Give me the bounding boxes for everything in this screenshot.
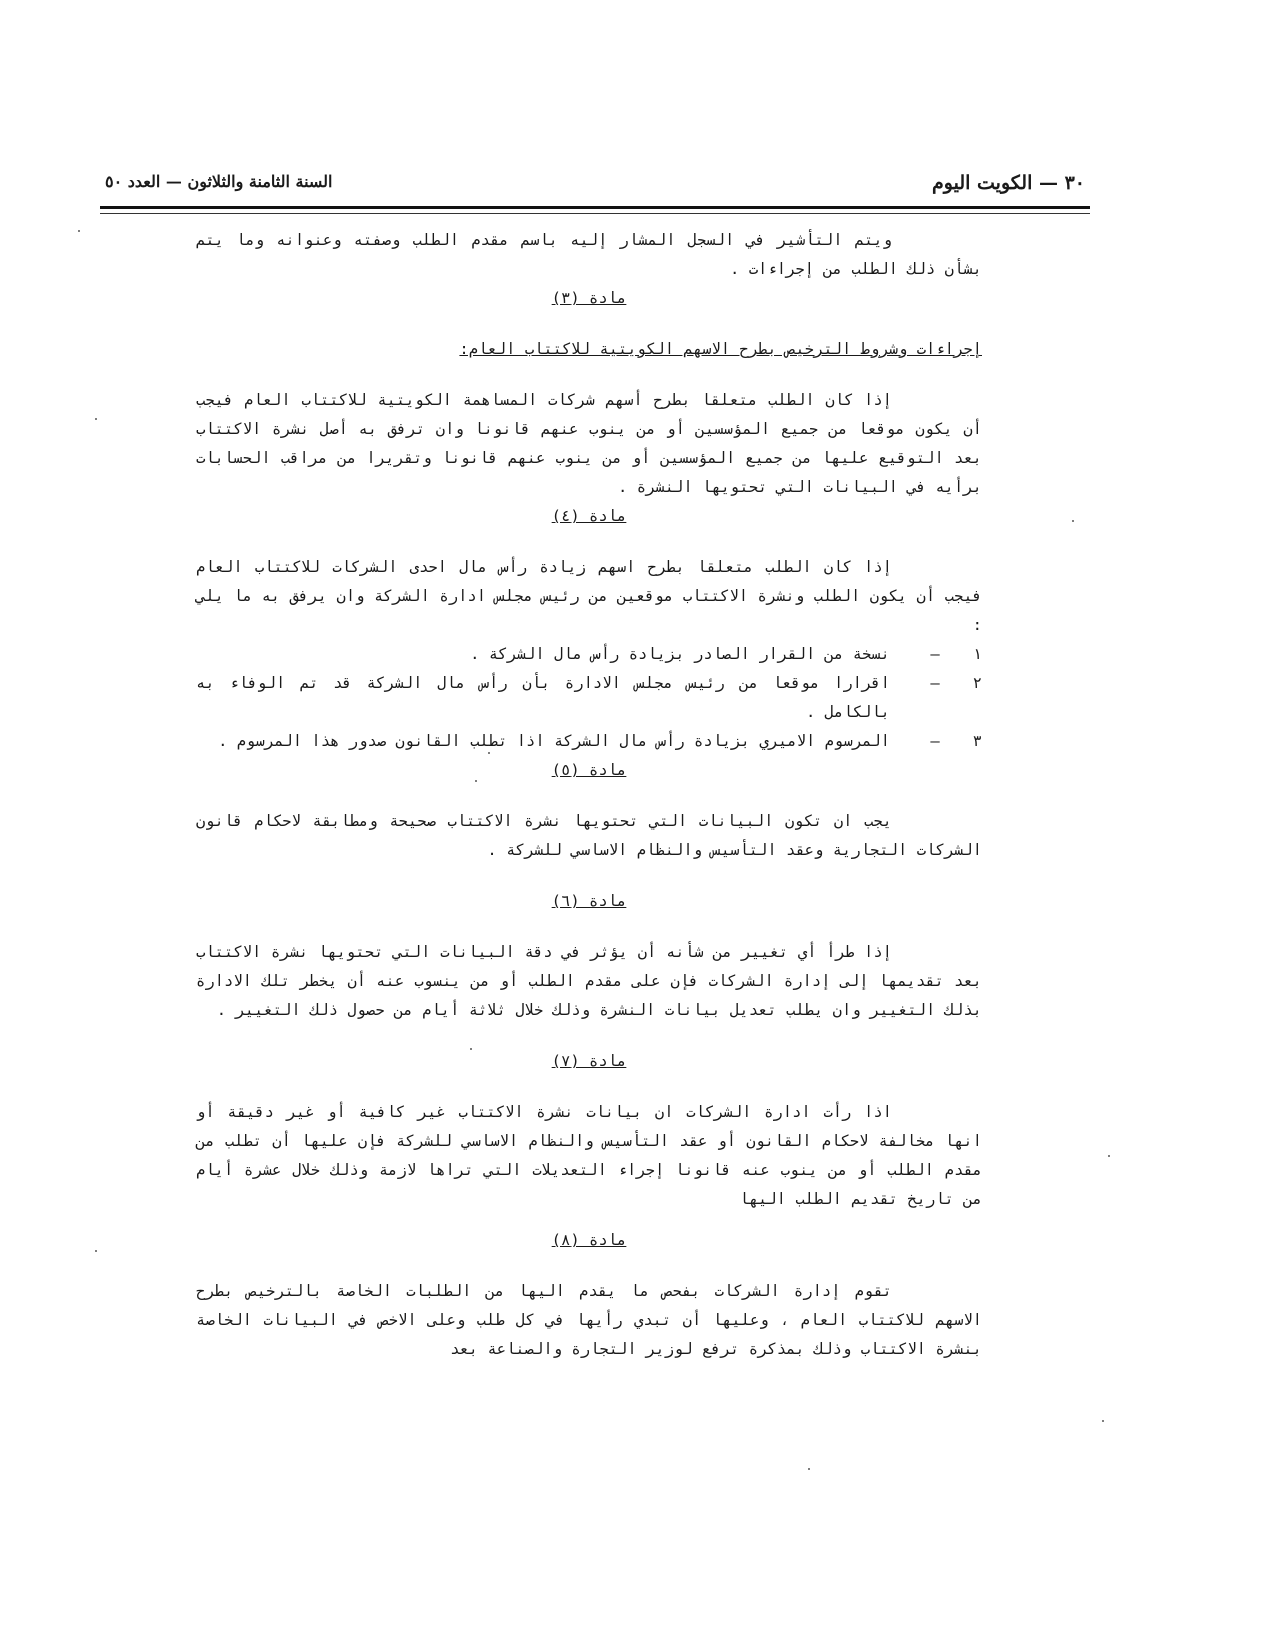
page-header — [105, 172, 1085, 204]
list-item-text: اقرارا موقعا من رئيس مجلس الادارة بأن رأس مال الشركة قد تم الوفاء به بالكامل . — [196, 674, 890, 721]
list-item-number: ٣ — [972, 732, 982, 750]
article-4-paragraph: إذا كان الطلب متعلقا بطرح اسهم زيادة رأس مال احدى الشركات للاكتتاب العام فيجب أن يكون الطلب ونشرة الاكتتاب موقعين من رئيس مجلس ادارة الشركة وان يرفق به ما يلي : — [196, 558, 982, 634]
document-body — [196, 226, 982, 1364]
list-item-number: ١ — [972, 645, 982, 663]
scan-speck — [1108, 1155, 1110, 1157]
scan-speck — [1072, 520, 1074, 522]
scan-speck — [470, 1048, 472, 1050]
article-6-paragraph: إذا طرأ أي تغيير من شأنه أن يؤثر في دقة البيانات التي تحتويها نشرة الاكتتاب بعد تقديمها إلى إدارة الشركات فإن على مقدم الطلب أو من ينسوب عنه أن يخطر تلك الادارة بذلك التغيير وان يطلب تعديل بيانات النشرة وذلك خلال ثلاثة أيام من حصول ذلك التغيير . — [196, 943, 982, 1019]
article-3-paragraph: إذا كان الطلب متعلقا بطرح أسهم شركات المساهمة الكويتية للاكتتاب العام فيجب أن يكون موقعا من جميع المؤسسين أو من ينوب عنهم قانونا وان ترفق به أصل نشرة الاكتتاب بعد التوقيع عليها من جميع المؤسسين أو من ينوب عنهم قانونا وتقريرا من مراقب الحسابات برأيه في البيانات التي تحتويها النشرة . — [196, 391, 982, 496]
header-rule-thin — [100, 213, 1090, 214]
list-item-dash: — — [930, 674, 940, 692]
article-7-heading: مادة (٧) — [551, 1052, 627, 1070]
article-8-heading: مادة (٨) — [551, 1231, 627, 1249]
list-item-text: المرسوم الاميري بزيادة رأس مال الشركة اذا تطلب القانون صدور هذا المرسوم . — [218, 732, 890, 750]
article-5-paragraph: يجب ان تكون البيانات التي تحتويها نشرة الاكتتاب صحيحة ومطابقة لاحكام قانون الشركات التجارية وعقد التأسيس والنظام الاساسي للشركة . — [196, 812, 982, 859]
list-item-dash: — — [930, 645, 940, 663]
article-6-heading: مادة (٦) — [551, 892, 627, 910]
list-item — [196, 727, 982, 756]
list-item — [196, 669, 982, 727]
article-4-heading: مادة (٤) — [551, 507, 627, 525]
issue-info: السنة الثامنة والثلاثون — العدد ٥٠ — [105, 172, 333, 191]
scan-speck — [95, 418, 97, 420]
intro-paragraph: ويتم التأشير في السجل المشار إليه باسم مقدم الطلب وصفته وعنوانه وما يتم بشأن ذلك الطلب من إجراءات . — [196, 231, 982, 278]
article-7-paragraph: اذا رأت ادارة الشركات ان بيانات نشرة الاكتتاب غير كافية أو غير دقيقة أو انها مخالفة لاحكام القانون أو عقد التأسيس والنظام الاساسي للشركة فإن عليها أن تطلب من مقدم الطلب أو من ينوب عنه قانونا إجراء التعديلات التي تراها لازمة وذلك خلال عشرة أيام من تاريخ تقديم الطلب اليها — [196, 1103, 982, 1208]
scan-speck — [1102, 1420, 1104, 1422]
article-8-paragraph: تقوم إدارة الشركات بفحص ما يقدم اليها من الطلبات الخاصة بالترخيص بطرح الاسهم للاكتتاب العام ، وعليها أن تبدي رأيها في كل طلب وعلى الاخص في البيانات الخاصة بنشرة الاكتتاب وذلك بمذكرة ترفع لوزير التجارة والصناعة بعد — [196, 1282, 982, 1358]
article-3-heading: مادة (٣) — [551, 289, 627, 307]
scan-speck — [808, 1468, 810, 1470]
scan-speck — [95, 1250, 97, 1252]
article-5-heading: مادة (٥) — [551, 761, 627, 779]
list-item — [196, 640, 982, 669]
scan-speck — [488, 752, 490, 754]
header-rule-thick — [100, 206, 1090, 209]
list-item-number: ٢ — [972, 674, 982, 692]
list-item-dash: — — [930, 732, 940, 750]
list-item-text: نسخة من القرار الصادر بزيادة رأس مال الشركة . — [470, 645, 890, 663]
article-3-title: إجراءات وشروط الترخيص بطرح الاسهم الكويتية للاكتتاب العام: — [459, 340, 982, 358]
scan-speck — [475, 780, 477, 782]
scan-speck — [78, 230, 80, 232]
page-number-title: ٣٠ — الكويت اليوم — [932, 172, 1085, 194]
